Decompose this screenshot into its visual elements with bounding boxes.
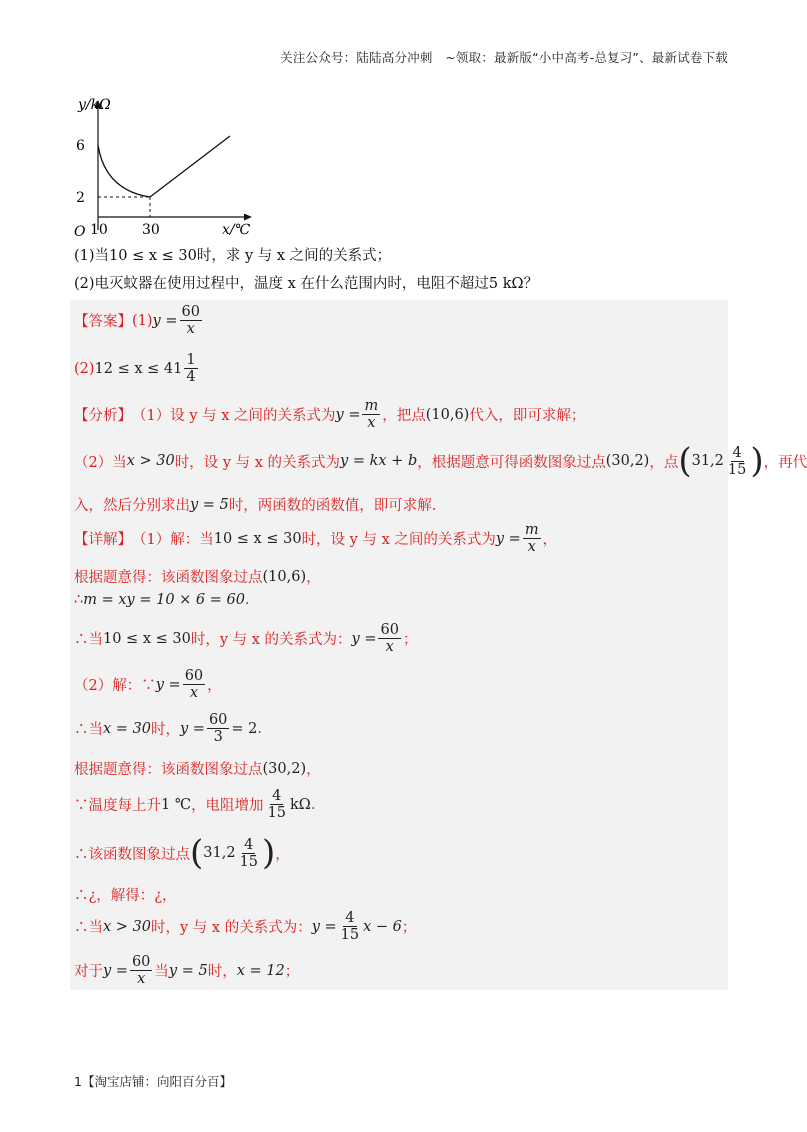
tick-10: 10 [90, 222, 108, 238]
answer-line-2: (2) 12 ≤ x ≤ 41 $\frac{1}{4}$ [74, 352, 196, 385]
increasing-line [150, 136, 230, 197]
analysis-line-3: 入，然后分别求出 y = 5 时，两函数的函数值，即可求解. [74, 496, 437, 514]
answer-label: 【答案】 [74, 314, 132, 330]
function-graph [70, 94, 260, 244]
fraction: $\frac{1}{4}$ [186, 352, 196, 385]
analysis-line-2: （2）当 x > 30 时，设 y 与 x 的关系式为 y = kx + b ，根据题意可得函数图象过点 (30,2) ，点 ( 31,2 $\frac{4}{15}$ ) ，再代 [74, 441, 807, 481]
detail-line-12: 对于 y = $\frac{60}{x}$ 当 y = 5 时， x = 12 ； [74, 954, 300, 987]
detail-line-10: ∴¿，解得：¿， [74, 888, 177, 904]
detail-line-7: 根据题意得：该函数图象过点 (30,2) ， [74, 760, 321, 778]
tick-6: 6 [76, 138, 85, 154]
question-1: (1)当10 ≤ x ≤ 30时，求 y 与 x 之间的关系式； [74, 248, 392, 264]
detail-line-2: 根据题意得：该函数图象过点 (10,6) ， [74, 568, 321, 586]
detail-line-5: （2）解：∵ y = $\frac{60}{x}$ ， [74, 668, 222, 701]
x-axis-label: x/℃ [222, 222, 251, 238]
detail-line-11: ∴当 x > 30 时，y 与 x 的关系式为： y = $\frac{4}{15}$ x − 6 ； [74, 910, 417, 943]
y-axis-label: y/kΩ [78, 97, 111, 113]
detail-line-8: ∵温度每上升 1 ℃ ，电阻增加 $\frac{4}{15}$ kΩ . [74, 788, 316, 821]
question-2: (2)电灭蚊器在使用过程中，温度 x 在什么范围内时，电阻不超过5 kΩ？ [74, 276, 539, 292]
page-header: 关注公众号：陆陆高分冲刺 ~领取：最新版“小中高考-总复习”、最新试卷下载 [280, 50, 728, 65]
answer-line-1: 【答案】 (1) y = $\frac{60}{x}$ [74, 304, 200, 337]
detail-line-1: 【详解】 （1）解：当 10 ≤ x ≤ 30 时，设 y 与 x 之间的关系式为 y = $\frac{m}{x}$ ， [74, 522, 558, 555]
tick-30: 30 [142, 222, 160, 238]
tick-2: 2 [76, 190, 85, 206]
detail-label: 【详解】 [74, 532, 132, 548]
fraction: $\frac{60}{x}$ [181, 304, 200, 337]
x-axis-arrow [244, 214, 252, 221]
detail-line-4: ∴当 10 ≤ x ≤ 30 时，y 与 x 的关系式为： y = $\frac{60}{x}$ ； [74, 622, 418, 655]
decreasing-curve [98, 145, 150, 197]
analysis-label: 【分析】 [74, 408, 132, 424]
origin-label: O [74, 224, 86, 240]
detail-line-9: ∴该函数图象过点 ( 31,2 $\frac{4}{15}$ ) ， [74, 833, 290, 873]
detail-line-3: ∴ m = xy = 10 × 6 = 60 . [74, 592, 250, 608]
detail-line-6: ∴当 x = 30 时， y = $\frac{60}{3}$ = 2 . [74, 712, 262, 745]
page-footer: 1【淘宝店铺：向阳百分百】 [74, 1074, 232, 1089]
analysis-line-1: 【分析】 （1）设 y 与 x 之间的关系式为 y = $\frac{m}{x}$ ，把点 (10,6) 代入，即可求解； [74, 398, 586, 431]
